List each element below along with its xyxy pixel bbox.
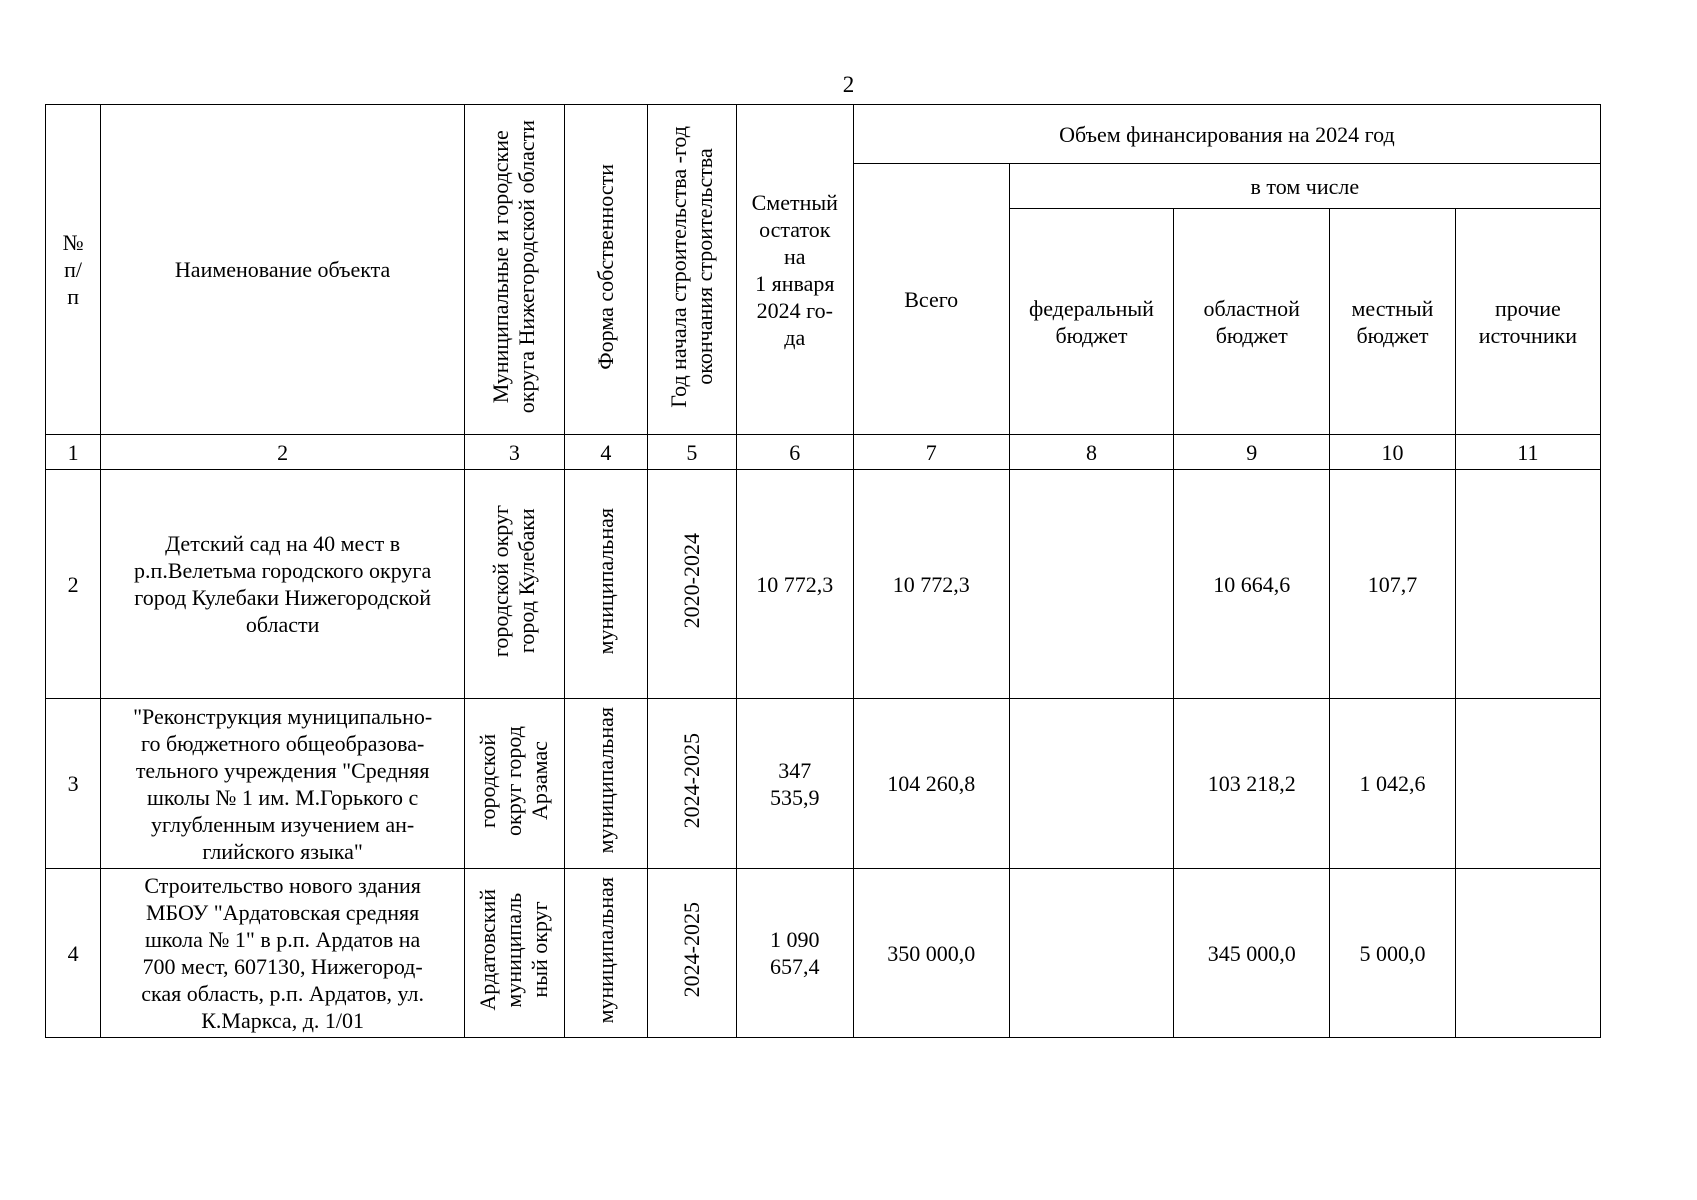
row-local: 1 042,6 [1330, 699, 1456, 869]
row-district [465, 869, 565, 1038]
row-federal [1009, 869, 1174, 1038]
row-regional: 345 000,0 [1174, 869, 1330, 1038]
row-district-text: городской округ город Арзамас [475, 725, 553, 836]
row-ownership [564, 470, 647, 699]
row-ownership-text: муниципальная [592, 507, 618, 655]
row-years-text: 2024-2025 [678, 902, 704, 998]
row-local: 107,7 [1330, 470, 1456, 699]
column-number: 5 [648, 435, 737, 470]
row-ownership-text: муниципальная [592, 707, 618, 854]
row-district [465, 470, 565, 699]
table-row [46, 699, 1601, 869]
row-federal [1009, 470, 1174, 699]
row-other [1455, 699, 1600, 869]
row-other [1455, 869, 1600, 1038]
row-years-text: 2024-2025 [678, 732, 704, 829]
row-balance: 347 535,9 [736, 699, 853, 869]
header-ownership-text: Форма собственности [592, 163, 618, 370]
table-row [46, 470, 1601, 699]
column-number: 6 [736, 435, 853, 470]
row-balance: 1 090 657,4 [736, 869, 853, 1038]
column-number: 2 [101, 435, 465, 470]
header-num: № п/ п [46, 105, 101, 435]
row-federal [1009, 699, 1174, 869]
row-total: 104 260,8 [853, 699, 1009, 869]
header-total: Всего [853, 164, 1009, 435]
column-number: 11 [1455, 435, 1600, 470]
header-ownership [564, 105, 647, 435]
row-years [648, 869, 737, 1038]
column-number: 8 [1009, 435, 1174, 470]
header-years-text: Год начала строительства -год окончания строительства [665, 125, 717, 408]
row-object-name: Строительство нового здания МБОУ "Ардатовская средняя школа № 1" в р.п. Ардатов на 700 мест, 607130, Нижегород- ская область, р.п. Ардатов, ул. К.Маркса, д. 1/01 [101, 869, 465, 1038]
funding-table [45, 104, 1601, 1038]
row-regional: 103 218,2 [1174, 699, 1330, 869]
header-balance: Сметный остаток на 1 января 2024 го- да [736, 105, 853, 435]
page-number: 2 [842, 72, 855, 97]
row-ownership [564, 699, 647, 869]
row-num: 4 [46, 869, 101, 1038]
column-number: 7 [853, 435, 1009, 470]
row-num: 3 [46, 699, 101, 869]
header-district-text: Муниципальные и городские округа Нижегородской области [488, 119, 540, 414]
row-district [465, 699, 565, 869]
row-years [648, 699, 737, 869]
column-number: 1 [46, 435, 101, 470]
row-object-name: "Реконструкция муниципально- го бюджетного общеобразова- тельного учреждения "Средняя школы № 1 им. М.Горького с углубленным изучением ан- глийского языка" [101, 699, 465, 869]
row-regional: 10 664,6 [1174, 470, 1330, 699]
header-other: прочие источники [1455, 209, 1600, 435]
table-row [46, 869, 1601, 1038]
header-federal: федеральный бюджет [1009, 209, 1174, 435]
header-local: местный бюджет [1330, 209, 1456, 435]
header-including: в том числе [1009, 164, 1600, 209]
header-years [648, 105, 737, 435]
row-total: 350 000,0 [853, 869, 1009, 1038]
row-ownership-text: муниципальная [592, 876, 618, 1024]
row-num: 2 [46, 470, 101, 699]
header-regional: областной бюджет [1174, 209, 1330, 435]
row-years [648, 470, 737, 699]
header-object-name: Наименование объекта [101, 105, 465, 435]
row-total: 10 772,3 [853, 470, 1009, 699]
row-district-text: городской округ город Кулебаки [488, 504, 540, 658]
row-local: 5 000,0 [1330, 869, 1456, 1038]
row-years-text: 2020-2024 [678, 533, 704, 629]
column-number: 3 [465, 435, 565, 470]
header-funding: Объем финансирования на 2024 год [853, 105, 1600, 164]
header-district [465, 105, 565, 435]
row-object-name: Детский сад на 40 мест в р.п.Велетьма городского округа город Кулебаки Нижегородской области [101, 470, 465, 699]
column-number-row [46, 435, 1601, 470]
row-ownership [564, 869, 647, 1038]
row-district-text: Ардатовский муниципаль ный округ [475, 889, 553, 1011]
row-balance: 10 772,3 [736, 470, 853, 699]
column-number: 4 [564, 435, 647, 470]
column-number: 9 [1174, 435, 1330, 470]
header-row-1 [46, 105, 1601, 164]
column-number: 10 [1330, 435, 1456, 470]
row-other [1455, 470, 1600, 699]
